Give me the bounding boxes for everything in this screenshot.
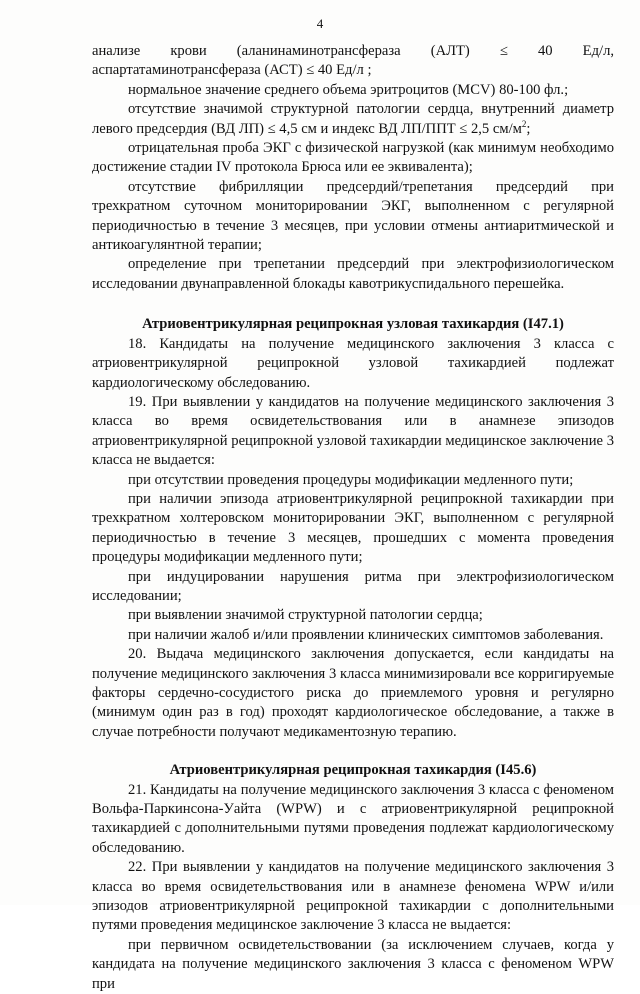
paragraph — [92, 471, 614, 490]
paragraph — [92, 42, 614, 81]
paragraph-text: 18. Кандидаты на получение медицинского заключения 3 класса с атриовентрикулярной реципрокной узловой тахикардией подлежат кардиологическому обследованию. — [92, 335, 614, 391]
document-body — [92, 42, 614, 994]
paragraph-text: нормальное значение среднего объема эритроцитов (MCV) 80-100 фл.; — [128, 81, 569, 98]
paragraph-text: при наличии жалоб и/или проявлении клинических симптомов заболевания. — [128, 626, 604, 643]
page-number: 4 — [316, 16, 324, 31]
paragraph-text: отсутствие фибрилляции предсердий/трепетания предсердий при трехкратном суточном мониторировании ЭКГ, выполненном с регулярной периодичностью в течение 3 месяцев, при условии отмены антиаритмической и антикоагулянтной терапии; — [92, 178, 614, 254]
paragraph-text: 20. Выдача медицинского заключения допускается, если кандидаты на получение медицинского заключения 3 класса минимизировали все корригируемые факторы сердечно-сосудистого риска до приемлемого уровня и регулярно (минимум один раз в год) проходят кардиологическое обследование, а также в случае потребности получают медикаментозную терапию. — [92, 646, 614, 740]
paragraph-text: при наличии эпизода атриовентрикулярной реципрокной тахикардии при трехкратном холтеровском мониторировании ЭКГ, выполненном с регулярной периодичностью в течение 3 месяцев, прошедших с момента проведения процедуры модификации медленного пути; — [92, 490, 614, 566]
section-avrt — [92, 781, 614, 994]
paragraph — [92, 626, 614, 645]
paragraph-text: при отсутствии проведения процедуры модификации медленного пути; — [128, 471, 574, 488]
paragraph-text: при выявлении значимой структурной патологии сердца; — [128, 607, 483, 624]
section-avnrt — [92, 335, 614, 743]
paragraph — [92, 645, 614, 742]
paragraph — [92, 139, 614, 178]
paragraph — [92, 936, 614, 994]
superscript: 2 — [521, 118, 527, 129]
paragraph — [92, 606, 614, 625]
paragraph-text: 21. Кандидаты на получение медицинского заключения 3 класса с феноменом Вольфа-Паркинсона-Уайта (WPW) и с атриовентрикулярной реципрокной тахикардией с дополнительными путями проведения подлежат кардиологическому обследованию. — [92, 781, 614, 856]
paragraph — [92, 335, 614, 393]
paragraph — [92, 81, 614, 100]
section-heading-avnrt: Атриовентрикулярная реципрокная узловая тахикардия (I47.1) — [142, 316, 564, 333]
paragraph-text: при первичном освидетельствовании (за исключением случаев, когда у кандидата на получение медицинского заключения 3 класса с феноменом WPW при — [92, 936, 614, 992]
section-heading-avrt: Атриовентрикулярная реципрокная тахикардия (I45.6) — [169, 762, 537, 779]
paragraph-text: определение при трепетании предсердий при электрофизиологическом исследовании двунаправленной блокады кавотрикуспидального перешейка. — [92, 256, 614, 292]
paragraph — [92, 178, 614, 256]
paragraph-text: отрицательная проба ЭКГ с физической нагрузкой (как минимум необходимо достижение стадии IV протокола Брюса или ее эквивалента); — [92, 140, 614, 176]
paragraph — [92, 100, 614, 139]
paragraph-tail: ; — [526, 120, 531, 137]
paragraph — [92, 490, 614, 568]
paragraph-text: анализе крови (аланинаминотрансфераза (АЛТ) ≤ 40 Ед/л, аспартатаминотрансфераза (АСТ) ≤ 40 Ед/л ; — [92, 43, 614, 79]
paragraph — [92, 568, 614, 607]
paragraph — [92, 255, 614, 294]
paragraph-text: 22. При выявлении у кандидатов на получение медицинского заключения 3 класса во время освидетельствования или в анамнезе феномена WPW и/или эпизодов атриовентрикулярной реципрокной тахикардии с дополнительными путями проведения медицинское заключение 3 класса не выдается: — [92, 859, 614, 934]
paragraph-text: при индуцировании нарушения ритма при электрофизиологическом исследовании; — [92, 568, 614, 604]
paragraph-text: 19. При выявлении у кандидатов на получение медицинского заключения 3 класса во время освидетельствования или в анамнезе эпизодов атриовентрикулярной реципрокной узловой тахикардии медицинское заключение 3 класса не выдается: — [92, 393, 614, 469]
paragraph — [92, 858, 614, 936]
paragraphs-top — [92, 42, 614, 294]
paragraph — [92, 781, 614, 859]
paragraph-text: отсутствие значимой структурной патологии сердца, внутренний диаметр левого предсердия (ВД ЛП) ≤ 4,5 см и индекс ВД ЛП/ППТ ≤ 2,5 см/м — [92, 101, 614, 137]
paragraph — [92, 393, 614, 471]
